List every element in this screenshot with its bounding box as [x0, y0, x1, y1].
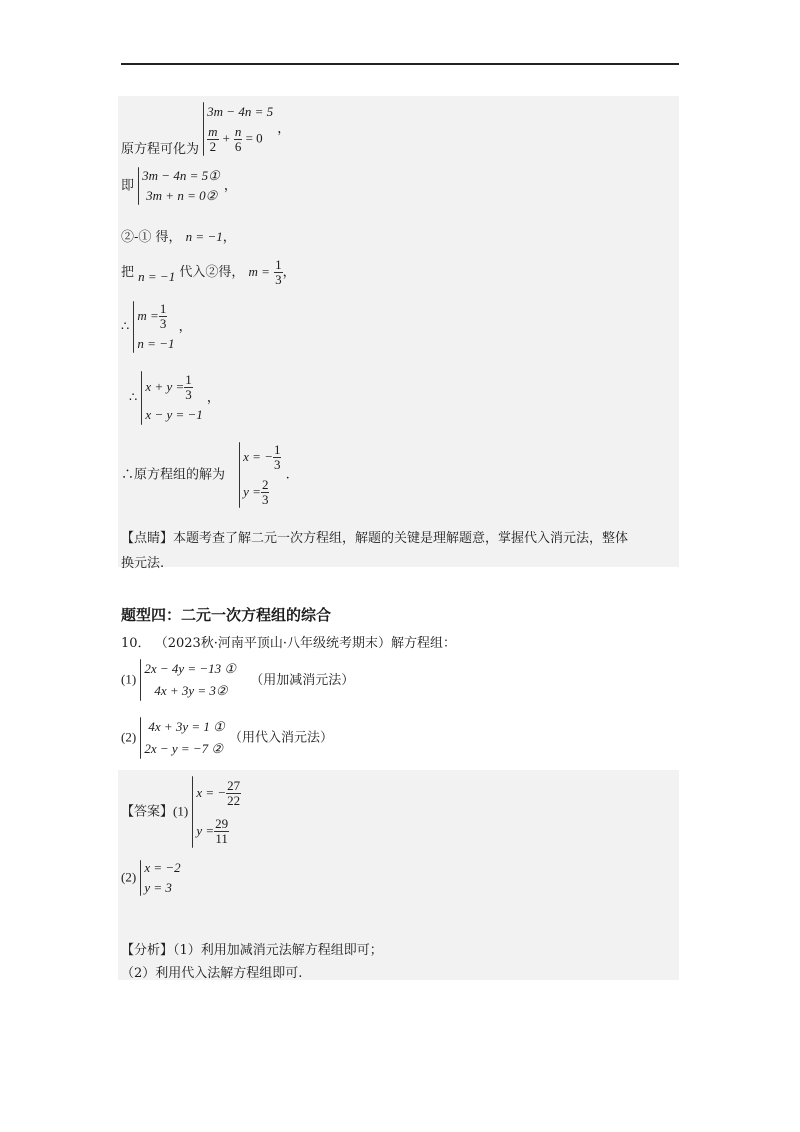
equation-system — [133, 300, 174, 354]
equation: n = −1 — [185, 229, 223, 244]
punctuation: ， — [206, 390, 220, 406]
solution-line-6 — [129, 370, 220, 426]
solution-line-5 — [121, 300, 192, 354]
text: ∴原方程组的解为 — [121, 467, 226, 483]
answer-part-2 — [121, 858, 181, 898]
equation: m = $\frac{1}{3}$ — [137, 301, 167, 332]
section-title: 题型四：二元一次方程组的综合 — [121, 606, 332, 624]
answer-part-1 — [121, 774, 241, 850]
part-label: (2) — [121, 869, 137, 885]
line2-prefix: 即 — [121, 178, 135, 194]
analysis-text: （1）利用加减消元法解方程组即可； — [173, 943, 383, 958]
equation: $\frac{m}{2}$ + $\frac{n}{6}$ = 0 — [208, 124, 263, 155]
equation: 2x − y = −7 ② — [144, 741, 224, 756]
solution-line-1 — [121, 101, 290, 157]
therefore-symbol: ∴ — [121, 319, 130, 335]
equation-system — [192, 774, 241, 850]
punctuation: ， — [282, 265, 296, 280]
equation: y = $\frac{29}{11}$ — [196, 815, 229, 846]
punctuation: ， — [223, 178, 237, 194]
equation: 4x + 3y = 1 ① — [148, 719, 225, 734]
brace — [140, 860, 141, 896]
brace — [203, 102, 204, 156]
brace — [133, 301, 134, 353]
text: 把 — [121, 265, 135, 280]
comment-line-2 — [121, 552, 164, 571]
punctuation: ， — [222, 230, 236, 245]
equation: 3m − 4n = 5① — [142, 168, 220, 183]
solution-line-4 — [121, 258, 296, 287]
equation: n = −1 — [138, 269, 176, 284]
brace — [140, 717, 141, 759]
page-header-rule — [121, 63, 679, 65]
part-label: (1) — [173, 803, 189, 819]
line1-prefix: 原方程可化为 — [121, 141, 200, 157]
comment-text: 换元法. — [121, 556, 165, 571]
equation: x − y = −1 — [145, 407, 203, 423]
comment-label: 【点睛】 — [121, 531, 174, 546]
equation: x = −2 — [144, 860, 181, 875]
part-label: (1) — [121, 671, 137, 687]
brace — [140, 659, 141, 701]
equation-system — [141, 370, 202, 426]
brace — [141, 371, 142, 425]
punctuation: ， — [277, 121, 291, 137]
solution-line-3 — [121, 226, 236, 245]
punctuation: ， — [178, 319, 192, 335]
equation: m = — [248, 264, 270, 279]
analysis-line-2 — [121, 962, 302, 981]
brace — [239, 442, 240, 508]
equation: x = − $\frac{1}{3}$ — [243, 442, 281, 472]
equation: y = $\frac{2}{3}$ — [243, 477, 269, 507]
equation-system — [140, 858, 180, 898]
solution-line-2 — [121, 166, 237, 206]
equation-system — [140, 716, 225, 760]
part-label: (2) — [121, 729, 137, 745]
comment-line — [121, 527, 628, 546]
equation: x = − $\frac{27}{22}$ — [196, 777, 241, 808]
equation-system — [140, 658, 236, 702]
question-source: （2023秋·河南平顶山·八年级统考期末）解方程组： — [154, 636, 457, 651]
equation-system — [203, 101, 273, 157]
question-number: 10． — [121, 636, 151, 651]
analysis-text: （2）利用代入法解方程组即可. — [121, 966, 303, 981]
text: 代入②得， — [179, 265, 245, 280]
solution-line-7 — [121, 440, 290, 510]
question-header — [121, 632, 456, 651]
method-note: （用加减消元法） — [250, 672, 355, 688]
question-part-2 — [121, 716, 333, 760]
question-part-1 — [121, 658, 354, 702]
text: ②-① 得， — [121, 230, 182, 245]
answer-label: 【答案】 — [121, 804, 174, 820]
equation-system — [239, 440, 281, 510]
punctuation: . — [285, 467, 290, 483]
analysis-line-1 — [121, 939, 383, 958]
brace — [192, 776, 193, 848]
method-note: （用代入消元法） — [228, 730, 333, 746]
equation: 4x + 3y = 3② — [154, 683, 228, 698]
equation: 3m − 4n = 5 — [207, 103, 274, 119]
brace — [138, 167, 139, 205]
equation: x + y = $\frac{1}{3}$ — [145, 371, 192, 402]
comment-text: 本题考查了解二元一次方程组，解题的关键是理解题意，掌握代入消元法，整体 — [173, 531, 629, 546]
equation: n = −1 — [137, 335, 175, 351]
analysis-label: 【分析】 — [121, 943, 174, 958]
therefore-symbol: ∴ — [129, 390, 138, 406]
equation: y = 3 — [144, 880, 172, 895]
fraction: $\frac{1}{3}$ — [275, 257, 282, 287]
equation-system — [138, 166, 220, 206]
equation: 3m + n = 0② — [146, 188, 218, 203]
equation: 2x − 4y = −13 ① — [144, 661, 237, 676]
